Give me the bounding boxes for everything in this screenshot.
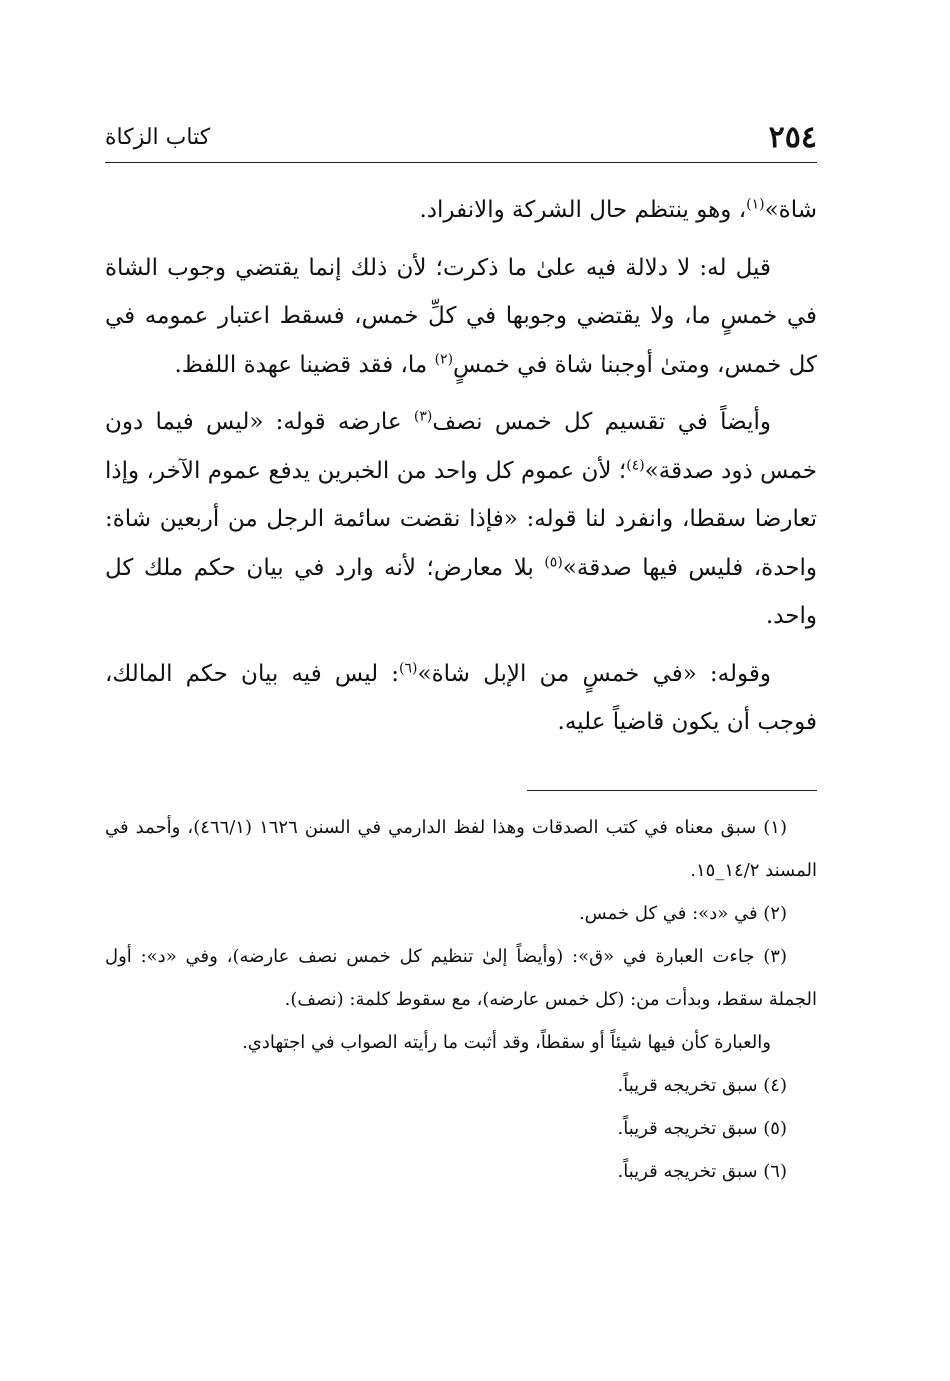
paragraph-3 — [105, 398, 817, 641]
paragraph-1 — [105, 186, 817, 235]
text-run: وقوله: «في خمسٍ من الإبل شاة» — [417, 660, 771, 687]
running-title: كتاب الزكاة — [105, 125, 211, 150]
text-run: قيل له: لا دلالة فيه علىٰ ما ذكرت؛ لأن ذلك إنما يقتضي وجوب الشاة في خمسٍ ما، ولا يقتضي وجوبها في كلِّ خمس، فسقط اعتبار عمومه في كل خمس، ومتىٰ أوجبنا شاة في خمسٍ — [105, 254, 817, 378]
footnote-3: (٣) جاءت العبارة في «ق»: (وأيضاً إلىٰ تنظيم كل خمس نصف عارضه)، وفي «د»: أول الجملة سقط، وبدأت من: (كل خمس عارضه)، مع سقوط كلمة: (نصف). — [105, 946, 817, 1010]
text-run: عارضه قوله: «ليس فيما دون خمس ذود صدقة» — [105, 409, 817, 484]
footnote-ref-3: (٣) — [413, 408, 433, 425]
paragraph-2 — [105, 244, 817, 390]
text-run: : ليس فيه بيان حكم المالك، فوجب أن يكون قاضياً عليه. — [105, 660, 817, 735]
footnote-ref-6: (٦) — [399, 659, 418, 676]
text-run: وأيضاً في تقسيم كل خمس نصف — [432, 409, 771, 435]
footnote-separator — [527, 790, 817, 791]
footnote-4: (٤) سبق تخريجه قريباً. — [617, 1075, 787, 1096]
footnote-ref-2: (٢) — [434, 350, 454, 367]
header-rule — [105, 162, 817, 163]
footnote-ref-5: (٥) — [544, 553, 563, 570]
footnote-1: (١) سبق معناه في كتب الصدقات وهذا لفظ الدارمي في السنن ١٦٢٦ (٤٦٦/١)، وأحمد في المسند ١٤/٢_١٥. — [105, 817, 817, 881]
footnote-5: (٥) سبق تخريجه قريباً. — [617, 1118, 787, 1139]
page-number: ٢٥٤ — [768, 120, 817, 155]
footnotes — [105, 806, 817, 1193]
text-run: شاة» — [764, 197, 817, 223]
paragraph-4 — [105, 650, 817, 747]
footnote-2: (٢) في «د»: في كل خمس. — [578, 903, 787, 924]
footnote-3-continued: والعبارة كأن فيها شيئاً أو سقطاً، وقد أثبت ما رأيته الصواب في اجتهادي. — [242, 1032, 771, 1053]
text-run: بلا معارض؛ لأنه وارد في بيان حكم ملك كل واحد. — [105, 554, 817, 629]
text-run: ، وهو ينتظم حال الشركة والانفراد. — [419, 197, 747, 223]
footnote-6: (٦) سبق تخريجه قريباً. — [617, 1161, 787, 1182]
text-run: ؛ لأن عموم كل واحد من الخبرين يدفع عموم الآخر، وإذا تعارضا سقطا، وانفرد لنا قوله: «فإذا نقضت سائمة الرجل من أربعين شاة: واحدة، فليس فيها صدقة» — [105, 457, 817, 581]
page-header — [105, 118, 817, 162]
footnote-ref-1: (١) — [746, 196, 765, 213]
text-run: ما، فقد قضينا عهدة اللفظ. — [174, 351, 435, 378]
main-text — [105, 186, 817, 756]
footnote-ref-4: (٤) — [626, 456, 645, 473]
